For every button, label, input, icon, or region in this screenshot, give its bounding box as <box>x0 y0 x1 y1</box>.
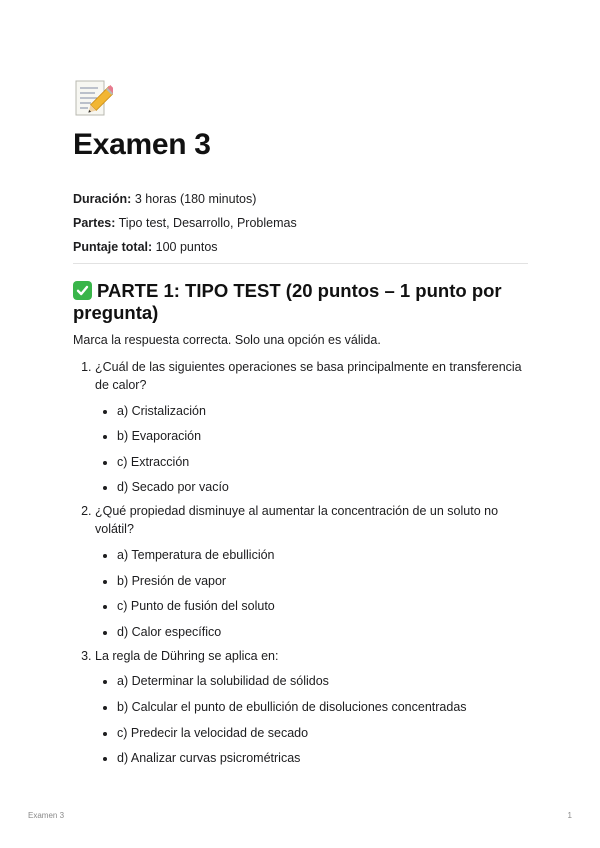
duration-value: 3 horas (180 minutos) <box>134 192 257 206</box>
total-score-line <box>73 235 528 259</box>
answer-option: • b) Presión de vapor <box>117 572 528 590</box>
page-title: Examen 3 <box>73 128 211 161</box>
question-text: ¿Qué propiedad disminuye al aumentar la concentración de un soluto no volátil? <box>95 504 499 537</box>
section-heading-text: PARTE 1: TIPO TEST (20 puntos – 1 punto por pregunta) <box>73 280 502 323</box>
total-score-label: Puntaje total: <box>73 240 153 254</box>
answer-option: • a) Cristalización <box>117 402 528 420</box>
check-mark-icon <box>73 281 92 300</box>
answer-option: • d) Secado por vacío <box>117 478 528 496</box>
option-list <box>95 402 528 497</box>
total-score-value: 100 puntos <box>155 240 218 254</box>
section-instructions: Marca la respuesta correcta. Solo una opción es válida. <box>73 333 381 347</box>
parts-line <box>73 211 528 235</box>
option-list <box>95 672 528 767</box>
parts-label: Partes: <box>73 216 116 230</box>
document-page <box>73 78 528 767</box>
divider <box>73 263 528 264</box>
option-list <box>95 546 528 641</box>
footer-title: Examen 3 <box>28 811 65 820</box>
duration-label: Duración: <box>73 192 132 206</box>
duration-line <box>73 187 528 211</box>
parts-value: Tipo test, Desarrollo, Problemas <box>118 216 297 230</box>
question-item <box>95 358 528 496</box>
exam-info <box>73 187 528 259</box>
answer-option: • c) Punto de fusión del soluto <box>117 597 528 615</box>
question-text: ¿Cuál de las siguientes operaciones se basa principalmente en transferencia de calor? <box>95 360 522 392</box>
question-text: La regla de Dühring se aplica en: <box>95 648 279 663</box>
answer-option: • d) Analizar curvas psicrométricas <box>117 749 528 767</box>
question-item <box>95 502 528 640</box>
answer-option: • a) Temperatura de ebullición <box>117 546 528 564</box>
answer-option: • b) Calcular el punto de ebullición de disoluciones concentradas <box>117 698 528 716</box>
page-number: 1 <box>567 811 572 820</box>
question-item <box>95 647 528 767</box>
section-heading <box>73 280 528 324</box>
answer-option: • b) Evaporación <box>117 427 528 445</box>
answer-option: • c) Extracción <box>117 453 528 471</box>
answer-option: • d) Calor específico <box>117 623 528 641</box>
memo-pencil-icon <box>73 78 113 120</box>
answer-option: • a) Determinar la solubilidad de sólidos <box>117 672 528 690</box>
answer-option: • c) Predecir la velocidad de secado <box>117 724 528 742</box>
question-list <box>73 358 528 767</box>
